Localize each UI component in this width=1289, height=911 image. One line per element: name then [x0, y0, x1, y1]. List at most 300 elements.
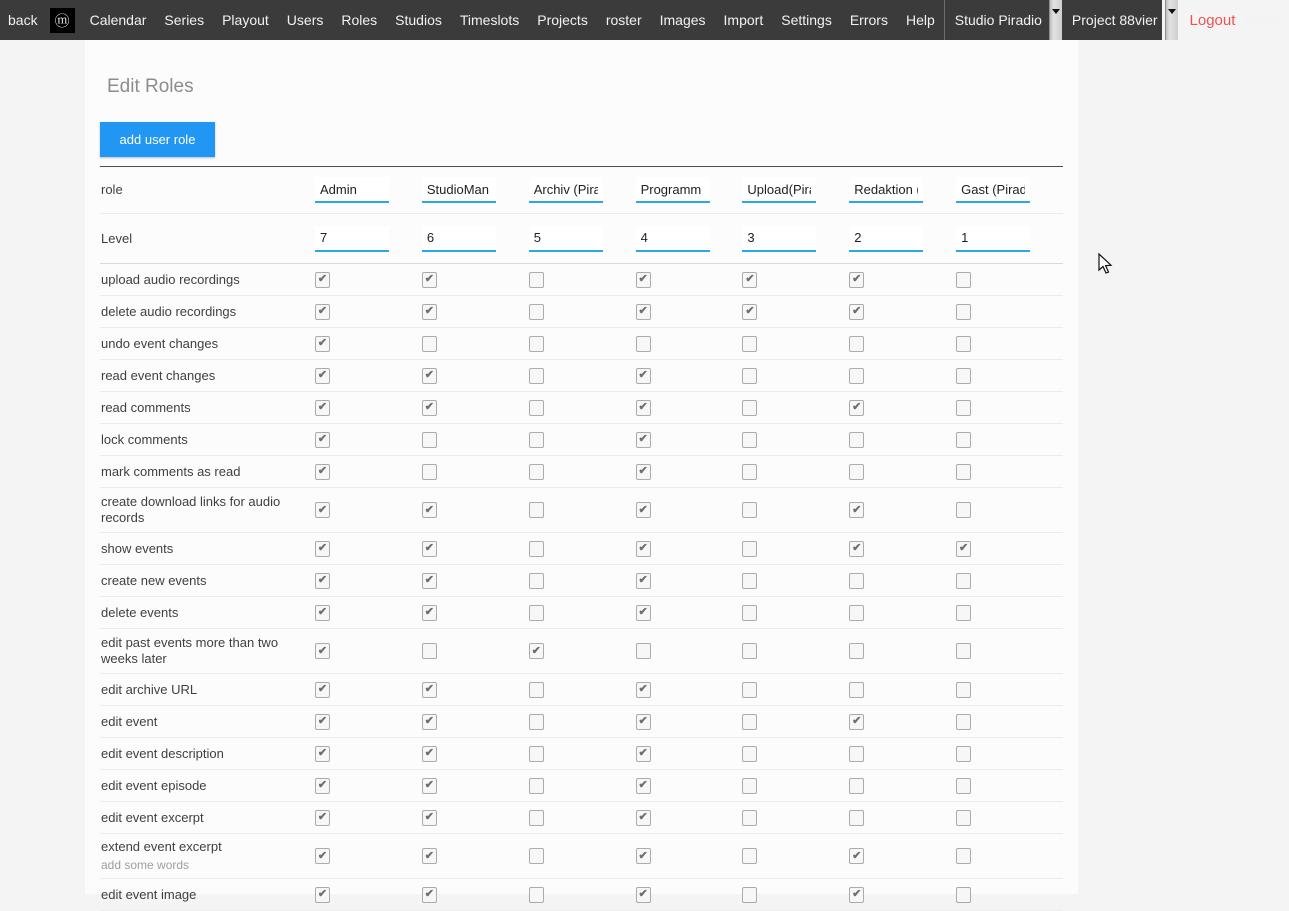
- permission-checkbox[interactable]: [742, 304, 757, 320]
- checkbox-cell: [636, 810, 743, 826]
- permission-checkbox[interactable]: [529, 746, 544, 762]
- checkbox-cell: [315, 848, 422, 864]
- permission-label: create new events: [101, 572, 207, 588]
- permission-checkbox[interactable]: [636, 336, 651, 352]
- permission-checkbox[interactable]: [529, 304, 544, 320]
- checkbox-cell: [636, 541, 743, 557]
- role-name-cell: [529, 177, 636, 203]
- permission-checkbox[interactable]: [636, 682, 651, 698]
- permission-checkbox[interactable]: [742, 682, 757, 698]
- permission-checkbox[interactable]: [529, 887, 544, 903]
- checkbox-cell: [956, 336, 1063, 352]
- permission-checkbox[interactable]: [849, 643, 864, 659]
- checkbox-cell: [422, 643, 529, 659]
- permission-label: edit event episode: [101, 777, 207, 793]
- level-row: [100, 214, 1063, 264]
- permission-checkbox[interactable]: [422, 432, 437, 448]
- permission-checkbox[interactable]: [529, 541, 544, 557]
- permission-checkbox[interactable]: [422, 573, 437, 589]
- permission-checkbox[interactable]: [422, 682, 437, 698]
- checkbox-cell: [422, 714, 529, 730]
- table-row: [100, 770, 1063, 802]
- permission-label: create download links for audio records: [101, 494, 281, 525]
- permission-checkbox[interactable]: [849, 746, 864, 762]
- checkbox-cell: [529, 464, 636, 480]
- checkbox-cell: [742, 573, 849, 589]
- permission-checkbox[interactable]: [956, 682, 971, 698]
- nav-item-series[interactable]: Series: [164, 12, 205, 28]
- permission-checkbox[interactable]: [849, 541, 864, 557]
- role-level-input[interactable]: [742, 226, 816, 252]
- permission-checkbox[interactable]: [422, 810, 437, 826]
- checkbox-cell: [849, 368, 956, 384]
- permission-checkbox[interactable]: [742, 810, 757, 826]
- permission-checkbox[interactable]: [529, 432, 544, 448]
- permission-label: edit event: [101, 713, 158, 729]
- permission-checkbox[interactable]: [849, 432, 864, 448]
- permission-checkbox[interactable]: [956, 810, 971, 826]
- checkbox-cell: [422, 368, 529, 384]
- permission-label: read comments: [101, 399, 191, 415]
- permission-label: delete audio recordings: [101, 303, 237, 319]
- nav-item-roster[interactable]: roster: [605, 12, 642, 28]
- permission-checkbox[interactable]: [422, 304, 437, 320]
- checkbox-cell: [529, 336, 636, 352]
- permission-checkbox[interactable]: [315, 502, 330, 518]
- permission-checkbox[interactable]: [636, 304, 651, 320]
- checkbox-cell: [849, 605, 956, 621]
- nav-item-timeslots[interactable]: Timeslots: [459, 12, 520, 28]
- nav-item-projects[interactable]: Projects: [537, 12, 588, 28]
- checkbox-cell: [636, 746, 743, 762]
- permission-checkbox[interactable]: [742, 272, 757, 288]
- permission-checkbox[interactable]: [422, 643, 437, 659]
- permission-checkbox[interactable]: [315, 778, 330, 794]
- permission-checkbox[interactable]: [742, 746, 757, 762]
- permission-checkbox[interactable]: [849, 887, 864, 903]
- permission-checkbox[interactable]: [742, 432, 757, 448]
- checkbox-cell: [529, 272, 636, 288]
- role-level-input[interactable]: [956, 226, 1030, 252]
- role-level-input[interactable]: [636, 226, 710, 252]
- checkbox-cell: [422, 605, 529, 621]
- permission-checkbox[interactable]: [422, 272, 437, 288]
- permission-checkbox[interactable]: [742, 502, 757, 518]
- permission-label: extend event excerpt add some words: [100, 839, 315, 873]
- permission-checkbox[interactable]: [636, 714, 651, 730]
- checkbox-cell: [849, 810, 956, 826]
- role-name-input[interactable]: [956, 177, 1030, 203]
- checkbox-cell: [315, 400, 422, 416]
- permission-checkbox[interactable]: [742, 464, 757, 480]
- permission-checkbox[interactable]: [529, 272, 544, 288]
- role-name-input[interactable]: [742, 177, 816, 203]
- permission-checkbox[interactable]: [956, 746, 971, 762]
- permission-checkbox[interactable]: [956, 400, 971, 416]
- checkbox-cell: [956, 682, 1063, 698]
- permission-checkbox[interactable]: [529, 714, 544, 730]
- app-logo-icon[interactable]: ⓜ: [50, 8, 75, 33]
- checkbox-cell: [956, 368, 1063, 384]
- permission-checkbox[interactable]: [315, 746, 330, 762]
- table-row: [100, 360, 1063, 392]
- logout-button[interactable]: Logout: [1189, 11, 1236, 29]
- permission-checkbox[interactable]: [742, 400, 757, 416]
- permission-checkbox[interactable]: [529, 502, 544, 518]
- role-level-input[interactable]: [849, 226, 923, 252]
- permission-checkbox[interactable]: [422, 848, 437, 864]
- checkbox-cell: [742, 502, 849, 518]
- permission-checkbox[interactable]: [529, 605, 544, 621]
- permission-checkbox[interactable]: [742, 573, 757, 589]
- checkbox-cell: [529, 682, 636, 698]
- content-panel: [85, 40, 1078, 902]
- permission-checkbox[interactable]: [422, 605, 437, 621]
- checkbox-cell: [849, 746, 956, 762]
- permission-checkbox[interactable]: [315, 432, 330, 448]
- checkbox-cell: [636, 502, 743, 518]
- role-header-row: [100, 167, 1063, 214]
- checkbox-cell: [956, 502, 1063, 518]
- checkbox-cell: [742, 887, 849, 903]
- role-level-cell: [742, 226, 849, 252]
- permission-checkbox[interactable]: [849, 272, 864, 288]
- checkbox-cell: [742, 605, 849, 621]
- table-row: [100, 802, 1063, 834]
- permission-checkbox[interactable]: [849, 502, 864, 518]
- permission-label: lock comments: [101, 431, 188, 447]
- permission-checkbox[interactable]: [956, 573, 971, 589]
- permission-checkbox[interactable]: [315, 682, 330, 698]
- permission-checkbox[interactable]: [422, 714, 437, 730]
- checkbox-cell: [849, 682, 956, 698]
- permission-checkbox[interactable]: [422, 464, 437, 480]
- checkbox-cell: [849, 464, 956, 480]
- permission-checkbox[interactable]: [529, 573, 544, 589]
- permission-checkbox[interactable]: [636, 573, 651, 589]
- permission-checkbox[interactable]: [315, 810, 330, 826]
- chevron-down-icon[interactable]: [1049, 0, 1062, 40]
- checkbox-cell: [742, 643, 849, 659]
- checkbox-cell: [315, 887, 422, 903]
- permission-checkbox[interactable]: [422, 541, 437, 557]
- permission-checkbox[interactable]: [529, 778, 544, 794]
- permission-checkbox[interactable]: [636, 272, 651, 288]
- checkbox-cell: [849, 778, 956, 794]
- nav-item-settings[interactable]: Settings: [781, 12, 832, 28]
- permission-checkbox[interactable]: [956, 272, 971, 288]
- permission-checkbox[interactable]: [422, 400, 437, 416]
- table-row: [100, 597, 1063, 629]
- checkbox-cell: [956, 714, 1063, 730]
- checkbox-cell: [529, 432, 636, 448]
- permission-checkbox[interactable]: [742, 368, 757, 384]
- permission-checkbox[interactable]: [636, 746, 651, 762]
- permission-checkbox[interactable]: [636, 464, 651, 480]
- checkbox-cell: [636, 304, 743, 320]
- checkbox-cell: [529, 643, 636, 659]
- permission-checkbox[interactable]: [956, 848, 971, 864]
- add-user-role-button[interactable]: add user role: [100, 122, 215, 157]
- permission-checkbox[interactable]: [849, 682, 864, 698]
- checkbox-cell: [956, 848, 1063, 864]
- role-level-input[interactable]: [315, 226, 389, 252]
- permission-checkbox[interactable]: [956, 541, 971, 557]
- checkbox-cell: [742, 464, 849, 480]
- checkbox-cell: [742, 682, 849, 698]
- nav-item-errors[interactable]: Errors: [849, 12, 888, 28]
- back-button[interactable]: back: [8, 12, 38, 28]
- checkbox-cell: [315, 272, 422, 288]
- checkbox-cell: [956, 746, 1063, 762]
- permission-checkbox[interactable]: [315, 304, 330, 320]
- checkbox-cell: [315, 605, 422, 621]
- checkbox-cell: [315, 714, 422, 730]
- permission-checkbox[interactable]: [636, 778, 651, 794]
- permission-checkbox[interactable]: [956, 432, 971, 448]
- checkbox-cell: [742, 336, 849, 352]
- permission-checkbox[interactable]: [956, 464, 971, 480]
- role-name-cell: [849, 177, 956, 203]
- permission-checkbox[interactable]: [956, 643, 971, 659]
- table-row: [100, 834, 1063, 879]
- checkbox-cell: [315, 643, 422, 659]
- permission-checkbox[interactable]: [956, 887, 971, 903]
- checkbox-cell: [422, 848, 529, 864]
- permission-checkbox[interactable]: [742, 541, 757, 557]
- permission-checkbox[interactable]: [636, 605, 651, 621]
- permission-checkbox[interactable]: [956, 336, 971, 352]
- role-name-input[interactable]: [636, 177, 710, 203]
- permission-checkbox[interactable]: [849, 304, 864, 320]
- checkbox-cell: [849, 432, 956, 448]
- permission-checkbox[interactable]: [956, 368, 971, 384]
- permission-checkbox[interactable]: [636, 810, 651, 826]
- table-row: [100, 565, 1063, 597]
- permission-checkbox[interactable]: [422, 502, 437, 518]
- checkbox-cell: [636, 682, 743, 698]
- permission-checkbox[interactable]: [315, 368, 330, 384]
- checkbox-cell: [636, 368, 743, 384]
- permission-checkbox[interactable]: [529, 848, 544, 864]
- checkbox-cell: [529, 304, 636, 320]
- permission-checkbox[interactable]: [742, 714, 757, 730]
- checkbox-cell: [422, 432, 529, 448]
- permission-checkbox[interactable]: [529, 336, 544, 352]
- permission-checkbox[interactable]: [742, 336, 757, 352]
- permission-checkbox[interactable]: [956, 304, 971, 320]
- permission-checkbox[interactable]: [849, 368, 864, 384]
- permission-checkbox[interactable]: [956, 502, 971, 518]
- permission-checkbox[interactable]: [956, 714, 971, 730]
- checkbox-cell: [315, 810, 422, 826]
- permission-checkbox[interactable]: [636, 432, 651, 448]
- table-row: [100, 456, 1063, 488]
- permission-checkbox[interactable]: [636, 541, 651, 557]
- permission-checkbox[interactable]: [315, 887, 330, 903]
- checkbox-cell: [956, 887, 1063, 903]
- checkbox-cell: [849, 336, 956, 352]
- checkbox-cell: [956, 400, 1063, 416]
- permission-checkbox[interactable]: [849, 605, 864, 621]
- permission-checkbox[interactable]: [956, 778, 971, 794]
- role-name-input[interactable]: [529, 177, 603, 203]
- checkbox-cell: [529, 778, 636, 794]
- checkbox-cell: [422, 810, 529, 826]
- checkbox-cell: [422, 272, 529, 288]
- permission-checkbox[interactable]: [956, 605, 971, 621]
- permission-checkbox[interactable]: [849, 573, 864, 589]
- checkbox-cell: [422, 336, 529, 352]
- checkbox-cell: [315, 336, 422, 352]
- checkbox-cell: [636, 778, 743, 794]
- table-row: [100, 533, 1063, 565]
- checkbox-cell: [529, 400, 636, 416]
- permission-checkbox[interactable]: [636, 400, 651, 416]
- checkbox-cell: [849, 400, 956, 416]
- permission-checkbox[interactable]: [742, 778, 757, 794]
- checkbox-cell: [636, 272, 743, 288]
- permission-checkbox[interactable]: [529, 400, 544, 416]
- role-level-cell: [956, 226, 1063, 252]
- role-level-cell: [529, 226, 636, 252]
- checkbox-cell: [422, 304, 529, 320]
- checkbox-cell: [315, 464, 422, 480]
- permission-checkbox[interactable]: [315, 848, 330, 864]
- checkbox-cell: [529, 502, 636, 518]
- checkbox-cell: [636, 432, 743, 448]
- permission-checkbox[interactable]: [315, 464, 330, 480]
- table-row: [100, 879, 1063, 911]
- nav-item-playout[interactable]: Playout: [222, 12, 269, 28]
- page-title: Edit Roles: [107, 76, 194, 97]
- role-level-input[interactable]: [422, 226, 496, 252]
- table-row: [100, 392, 1063, 424]
- checkbox-cell: [636, 887, 743, 903]
- chevron-down-icon[interactable]: [1165, 0, 1178, 40]
- permission-checkbox[interactable]: [849, 336, 864, 352]
- role-name-input[interactable]: [315, 177, 389, 203]
- checkbox-cell: [315, 746, 422, 762]
- checkbox-cell: [422, 464, 529, 480]
- role-name-input[interactable]: [422, 177, 496, 203]
- permission-checkbox[interactable]: [422, 336, 437, 352]
- permission-label: undo event changes: [101, 335, 219, 351]
- checkbox-cell: [422, 887, 529, 903]
- checkbox-cell: [956, 272, 1063, 288]
- nav-item-calendar[interactable]: Calendar: [89, 12, 147, 28]
- permission-checkbox[interactable]: [636, 502, 651, 518]
- permission-label: edit past events more than two weeks later: [101, 635, 279, 666]
- permission-checkbox[interactable]: [849, 464, 864, 480]
- table-row: [100, 706, 1063, 738]
- permission-checkbox[interactable]: [742, 848, 757, 864]
- checkbox-cell: [742, 746, 849, 762]
- checkbox-cell: [422, 778, 529, 794]
- permission-checkbox[interactable]: [315, 605, 330, 621]
- permission-checkbox[interactable]: [422, 887, 437, 903]
- table-row: [100, 328, 1063, 360]
- nav-item-users[interactable]: Users: [286, 12, 324, 28]
- permission-checkbox[interactable]: [315, 541, 330, 557]
- permission-checkbox[interactable]: [315, 400, 330, 416]
- table-row: [100, 296, 1063, 328]
- checkbox-cell: [315, 368, 422, 384]
- studio-select[interactable]: [945, 0, 1062, 40]
- permission-checkbox[interactable]: [636, 643, 651, 659]
- permission-checkbox[interactable]: [422, 746, 437, 762]
- checkbox-cell: [422, 502, 529, 518]
- checkbox-cell: [529, 714, 636, 730]
- role-name-cell: [422, 177, 529, 203]
- permission-checkbox[interactable]: [849, 714, 864, 730]
- checkbox-cell: [849, 848, 956, 864]
- checkbox-cell: [742, 848, 849, 864]
- permission-checkbox[interactable]: [529, 810, 544, 826]
- checkbox-cell: [529, 848, 636, 864]
- nav-item-roles[interactable]: Roles: [341, 12, 378, 28]
- role-name-cell: [742, 177, 849, 203]
- checkbox-cell: [742, 778, 849, 794]
- roles-table: [100, 166, 1063, 911]
- permission-checkbox[interactable]: [849, 400, 864, 416]
- permission-label: show events: [101, 540, 174, 556]
- permission-checkbox[interactable]: [529, 368, 544, 384]
- checkbox-cell: [315, 502, 422, 518]
- role-name-input[interactable]: [849, 177, 923, 203]
- checkbox-cell: [529, 746, 636, 762]
- checkbox-cell: [315, 682, 422, 698]
- table-row: [100, 264, 1063, 296]
- project-select[interactable]: [1062, 0, 1178, 40]
- permission-checkbox[interactable]: [529, 682, 544, 698]
- permission-checkbox[interactable]: [315, 573, 330, 589]
- checkbox-cell: [315, 778, 422, 794]
- permission-checkbox[interactable]: [636, 368, 651, 384]
- checkbox-cell: [315, 541, 422, 557]
- permission-checkbox[interactable]: [849, 810, 864, 826]
- permission-checkbox[interactable]: [849, 848, 864, 864]
- role-level-input[interactable]: [529, 226, 603, 252]
- checkbox-cell: [422, 541, 529, 557]
- checkbox-cell: [636, 643, 743, 659]
- permission-checkbox[interactable]: [315, 643, 330, 659]
- permission-checkbox[interactable]: [315, 714, 330, 730]
- permission-checkbox[interactable]: [849, 778, 864, 794]
- permission-checkbox[interactable]: [742, 887, 757, 903]
- permission-label: edit event excerpt: [101, 809, 204, 825]
- nav-item-studios[interactable]: Studios: [395, 12, 442, 28]
- permission-checkbox[interactable]: [636, 887, 651, 903]
- username-label: milan: [1245, 12, 1279, 28]
- project-select-value: Project 88vier: [1071, 12, 1158, 28]
- permission-checkbox[interactable]: [422, 368, 437, 384]
- permission-checkbox[interactable]: [529, 643, 544, 659]
- permission-checkbox[interactable]: [529, 464, 544, 480]
- permission-checkbox[interactable]: [742, 605, 757, 621]
- nav-item-images[interactable]: Images: [659, 12, 706, 28]
- permission-checkbox[interactable]: [422, 778, 437, 794]
- permission-label: edit event image: [101, 886, 197, 902]
- permission-checkbox[interactable]: [742, 643, 757, 659]
- checkbox-cell: [849, 573, 956, 589]
- checkbox-cell: [849, 714, 956, 730]
- nav-item-import[interactable]: Import: [723, 12, 764, 28]
- permission-checkbox[interactable]: [315, 272, 330, 288]
- permission-checkbox[interactable]: [315, 336, 330, 352]
- nav-item-help[interactable]: Help: [905, 12, 935, 28]
- permission-checkbox[interactable]: [636, 848, 651, 864]
